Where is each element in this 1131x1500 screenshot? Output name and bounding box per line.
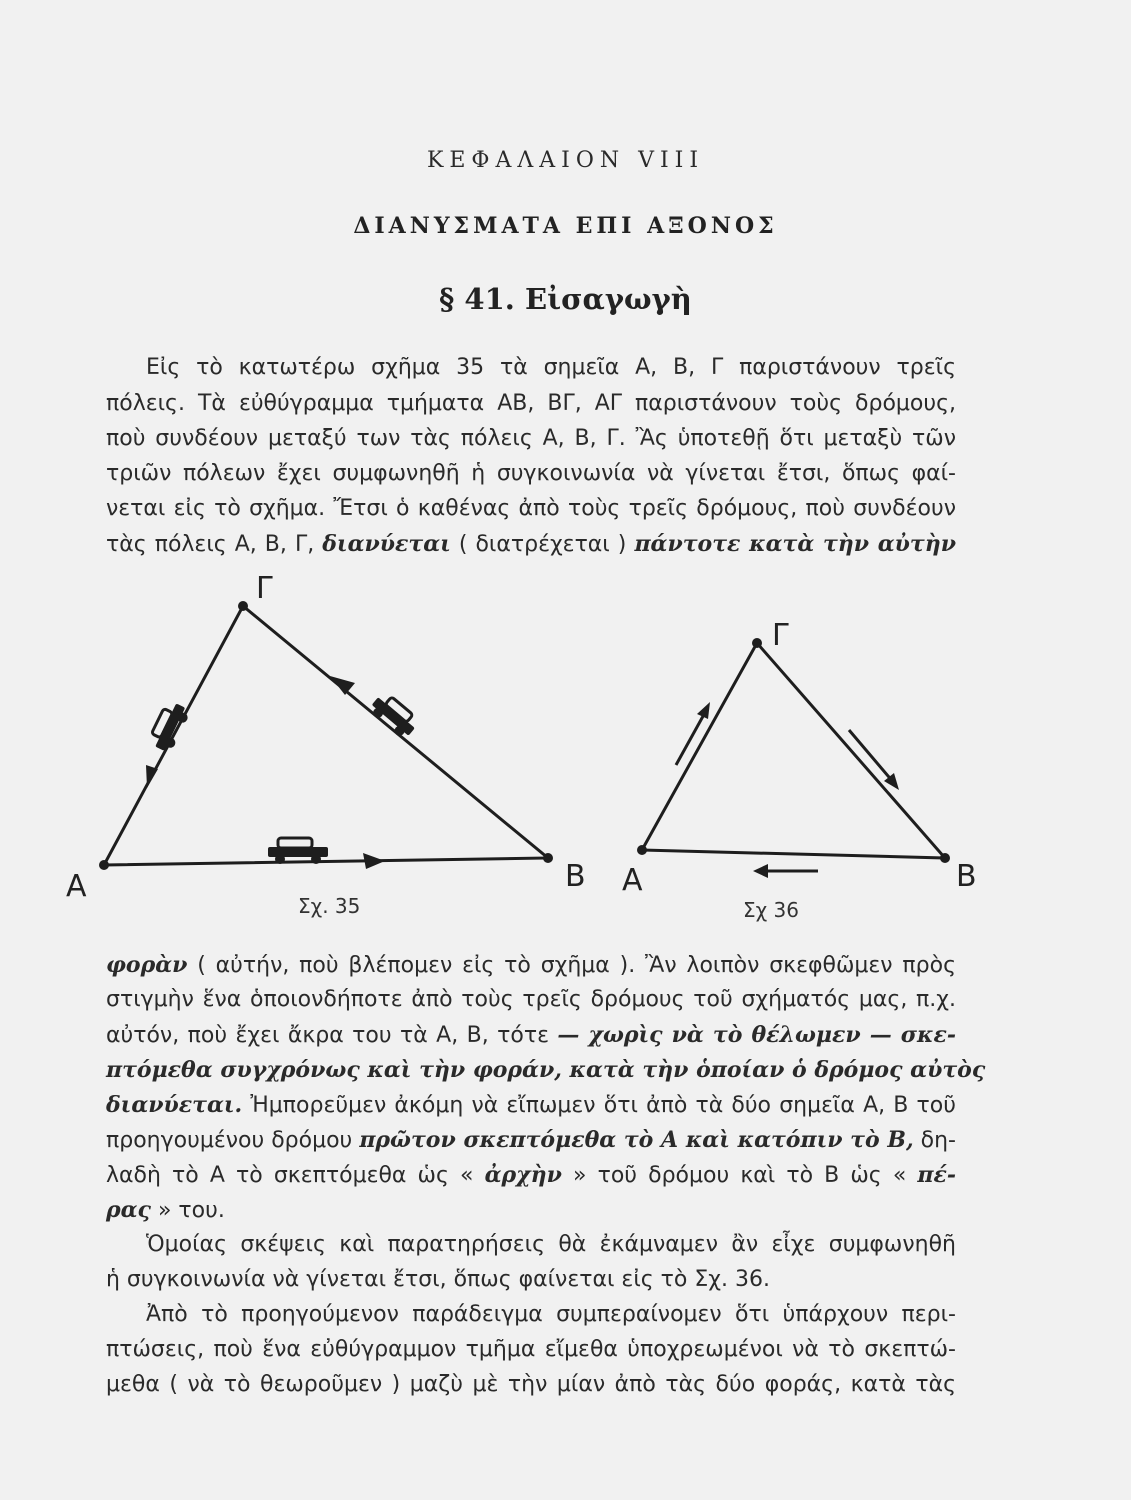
text-line: ποὺ συνδέουν μεταξύ των τὰς πόλεις Α, Β, Γ. Ἂς ὑποτεθῇ ὅτι μεταξὺ τῶν	[106, 426, 956, 451]
emphasis-text: πέ-	[917, 1162, 957, 1188]
section-heading: § 41. Εἰσαγωγὴ	[439, 282, 692, 316]
triangle-36	[642, 643, 945, 858]
text-span: » του.	[157, 1198, 225, 1223]
vertex-label-a: Α	[66, 869, 87, 904]
point-b	[543, 853, 553, 863]
text-line: Εἰς τὸ κατωτέρω σχῆμα 35 τὰ σημεῖα Α, Β, Γ παριστάνουν τρεῖς	[146, 355, 956, 380]
car-icon	[147, 699, 191, 754]
arrow-icon	[146, 676, 385, 869]
text-line: νεται εἰς τὸ σχῆμα. Ἔτσι ὁ καθένας ἀπὸ τοὺς τρεῖς δρόμους, ποὺ συνδέουν	[106, 496, 956, 521]
emphasis-text: διανύεται.	[106, 1092, 243, 1118]
car-icon	[268, 838, 328, 864]
arrow-icon	[849, 730, 899, 790]
text-line: ἡ συγκοινωνία νὰ γίνεται ἔτσι, ὅπως φαίνεται εἰς τὸ Σχ. 36.	[106, 1267, 770, 1292]
text-span: λαδὴ τὸ Α τὸ σκεπτόμεθα ὡς «	[106, 1163, 474, 1188]
emphasis-text: πάντοτε κατὰ τὴν αὐτὴν	[634, 531, 956, 557]
text-line: μεθα ( νὰ τὸ θεωροῦμεν ) μαζὺ μὲ τὴν μίαν ἀπὸ τὰς δύο φοράς, κατὰ τὰς	[106, 1372, 956, 1397]
chapter-title: ΔΙΑΝΥΣΜΑΤΑ ΕΠΙ ΑΞΟΝΟΣ	[353, 213, 778, 239]
text-line: τριῶν πόλεων ἔχει συμφωνηθῆ ἡ συγκοινωνία νὰ γίνεται ἔτσι, ὅπως φαί-	[106, 461, 956, 486]
text-line: πτόμεθα συγχρόνως καὶ τὴν φοράν, κατὰ τὴν ὁποίαν ὁ δρόμος αὐτὸς	[106, 1057, 986, 1083]
text-line: Ὁμοίας σκέψεις καὶ παρατηρήσεις θὰ ἐκάμναμεν ἂν εἶχε συμφωνηθῆ	[146, 1232, 956, 1257]
text-line	[106, 1161, 956, 1190]
text-line	[106, 951, 956, 980]
text-span: » τοῦ δρόμου καὶ τὸ Β ὡς «	[573, 1163, 907, 1188]
emphasis-text: ἀρχὴν	[484, 1162, 562, 1188]
text-line: πόλεις. Τὰ εὐθύγραμμα τμήματα ΑΒ, ΒΓ, ΑΓ παριστάνουν τοὺς δρόμους,	[106, 391, 956, 416]
text-line	[106, 1021, 956, 1050]
vertex-label-g: Γ	[256, 571, 273, 606]
emphasis-text: — χωρὶς νὰ τὸ θέλωμεν — σκε-	[557, 1022, 957, 1048]
text-line	[106, 1196, 956, 1225]
vertex-label-a: Α	[622, 863, 643, 898]
figure-caption: Σχ. 35	[298, 894, 361, 918]
text-line: στιγμὴν ἕνα ὁποιονδήποτε ἀπὸ τοὺς τρεῖς δρόμους τοῦ σχήματός μας, π.χ.	[106, 987, 956, 1012]
text-span: τὰς πόλεις Α, Β, Γ,	[106, 532, 315, 557]
emphasis-text: πρῶτον σκεπτόμεθα τὸ Α καὶ κατόπιν τὸ Β,	[359, 1127, 914, 1153]
text-span: προηγουμένου δρόμου	[106, 1128, 353, 1153]
arrow-icon	[753, 864, 818, 878]
text-span: δη-	[920, 1128, 956, 1153]
point-g	[752, 638, 762, 648]
figure-caption: Σχ 36	[743, 898, 799, 922]
emphasis-text: φορὰν	[106, 952, 188, 978]
text-line: Ἀπὸ τὸ προηγούμενον παράδειγμα συμπεραίνομεν ὅτι ὑπάρχουν περι-	[146, 1302, 956, 1327]
point-a	[637, 845, 647, 855]
emphasis-text: ρας	[106, 1197, 151, 1223]
figure-35	[66, 571, 586, 918]
figure-36	[622, 618, 977, 922]
text-span: αὐτόν, ποὺ ἔχει ἄκρα του τὰ Α, Β, τότε	[106, 1023, 549, 1048]
text-line	[106, 1126, 956, 1155]
point-g	[238, 601, 248, 611]
point-a	[99, 860, 109, 870]
vertex-label-b: Β	[565, 859, 586, 894]
text-span: ( διατρέχεται )	[458, 532, 627, 557]
car-icon	[367, 690, 420, 741]
vertex-label-g: Γ	[772, 618, 789, 653]
chapter-heading: ΚΕΦΑΛΑΙΟΝ VIII	[426, 148, 705, 173]
text-line	[106, 1091, 956, 1120]
text-line: πτώσεις, ποὺ ἕνα εὐθύγραμμον τμῆμα εἴμεθα ὑποχρεωμένοι νὰ τὸ σκεπτώ-	[106, 1337, 956, 1362]
point-b	[940, 853, 950, 863]
text-span: Ἠμπορεῦμεν ἀκόμη νὰ εἴπωμεν ὅτι ἀπὸ τὰ δύο σημεῖα Α, Β τοῦ	[250, 1093, 956, 1118]
vertex-label-b: Β	[956, 859, 977, 894]
text-span: ( αὐτήν, ποὺ βλέπομεν εἰς τὸ σχῆμα ). Ἂν λοιπὸν σκεφθῶμεν πρὸς	[197, 953, 956, 978]
emphasis-text: διανύεται	[322, 531, 451, 557]
